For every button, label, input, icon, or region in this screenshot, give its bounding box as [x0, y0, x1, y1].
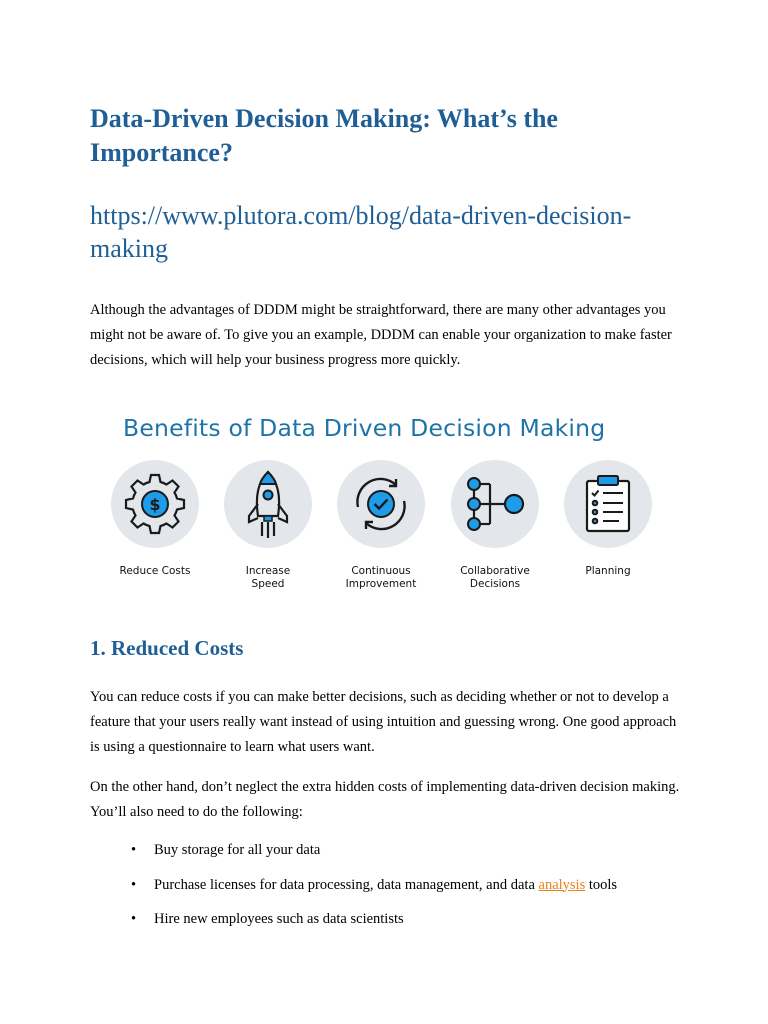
- list-item-text: tools: [585, 876, 618, 893]
- list-item: [90, 875, 680, 895]
- bullet-dot: •: [131, 876, 137, 893]
- benefit-increase-speed: [213, 460, 323, 591]
- analysis-link[interactable]: analysis: [538, 876, 586, 893]
- clipboard-checklist-icon: [573, 469, 643, 539]
- article-title: Data-Driven Decision Making: What’s the Importance?: [90, 104, 558, 167]
- benefit-reduce-costs: [100, 460, 210, 578]
- network-nodes-icon: [460, 469, 530, 539]
- benefit-collaborative-decisions: [440, 460, 550, 591]
- list-item-text: Hire new employees such as data scientists: [154, 911, 404, 927]
- list-item: [90, 840, 680, 860]
- list-item: [90, 909, 680, 929]
- list-item-text: Buy storage for all your data: [154, 842, 321, 858]
- benefit-label: Reduce Costs: [119, 565, 191, 577]
- benefit-circle: [337, 460, 425, 548]
- gear-dollar-icon: [120, 469, 190, 539]
- benefit-label: Continuous Improvement: [345, 565, 417, 590]
- intro-paragraph: Although the advantages of DDDM might be straightforward, there are many other advantages you might not be aware of. To give you an example, DDDM can enable your organization to make faster decisions, which will help your business progress more quickly.: [90, 302, 672, 368]
- benefit-circle: [224, 460, 312, 548]
- bullet-dot: •: [131, 842, 137, 858]
- benefit-label: Collaborative Decisions: [460, 565, 530, 590]
- benefit-continuous-improvement: [326, 460, 436, 591]
- benefit-circle: [111, 460, 199, 548]
- source-link[interactable]: https://www.plutora.com/blog/data-driven-decision-making: [90, 201, 632, 263]
- bullet-list: [90, 840, 680, 944]
- benefit-circle: [564, 460, 652, 548]
- cycle-check-icon: [346, 469, 416, 539]
- benefit-planning: [553, 460, 663, 578]
- rocket-icon: [233, 466, 303, 542]
- list-item-text: Purchase licenses for data processing, data management, and data: [154, 876, 539, 893]
- benefit-label: Increase Speed: [245, 565, 291, 590]
- infographic-title: Benefits of Data Driven Decision Making: [123, 414, 606, 442]
- bullet-dot: •: [131, 911, 137, 927]
- benefits-infographic: [0, 404, 768, 604]
- benefit-label: Planning: [585, 565, 631, 577]
- benefit-circle: [451, 460, 539, 548]
- section-paragraph: On the other hand, don’t neglect the extra hidden costs of implementing data-driven decision making. You’ll also need to do the following:: [90, 779, 680, 820]
- svg-text:$: $: [149, 495, 161, 514]
- section-paragraph: You can reduce costs if you can make better decisions, such as deciding whether or not to develop a feature that your users really want instead of using intuition and guessing wrong. One good approach is using a questionnaire to learn what users want.: [90, 689, 677, 755]
- section-heading-reduced-costs: 1. Reduced Costs: [90, 636, 244, 660]
